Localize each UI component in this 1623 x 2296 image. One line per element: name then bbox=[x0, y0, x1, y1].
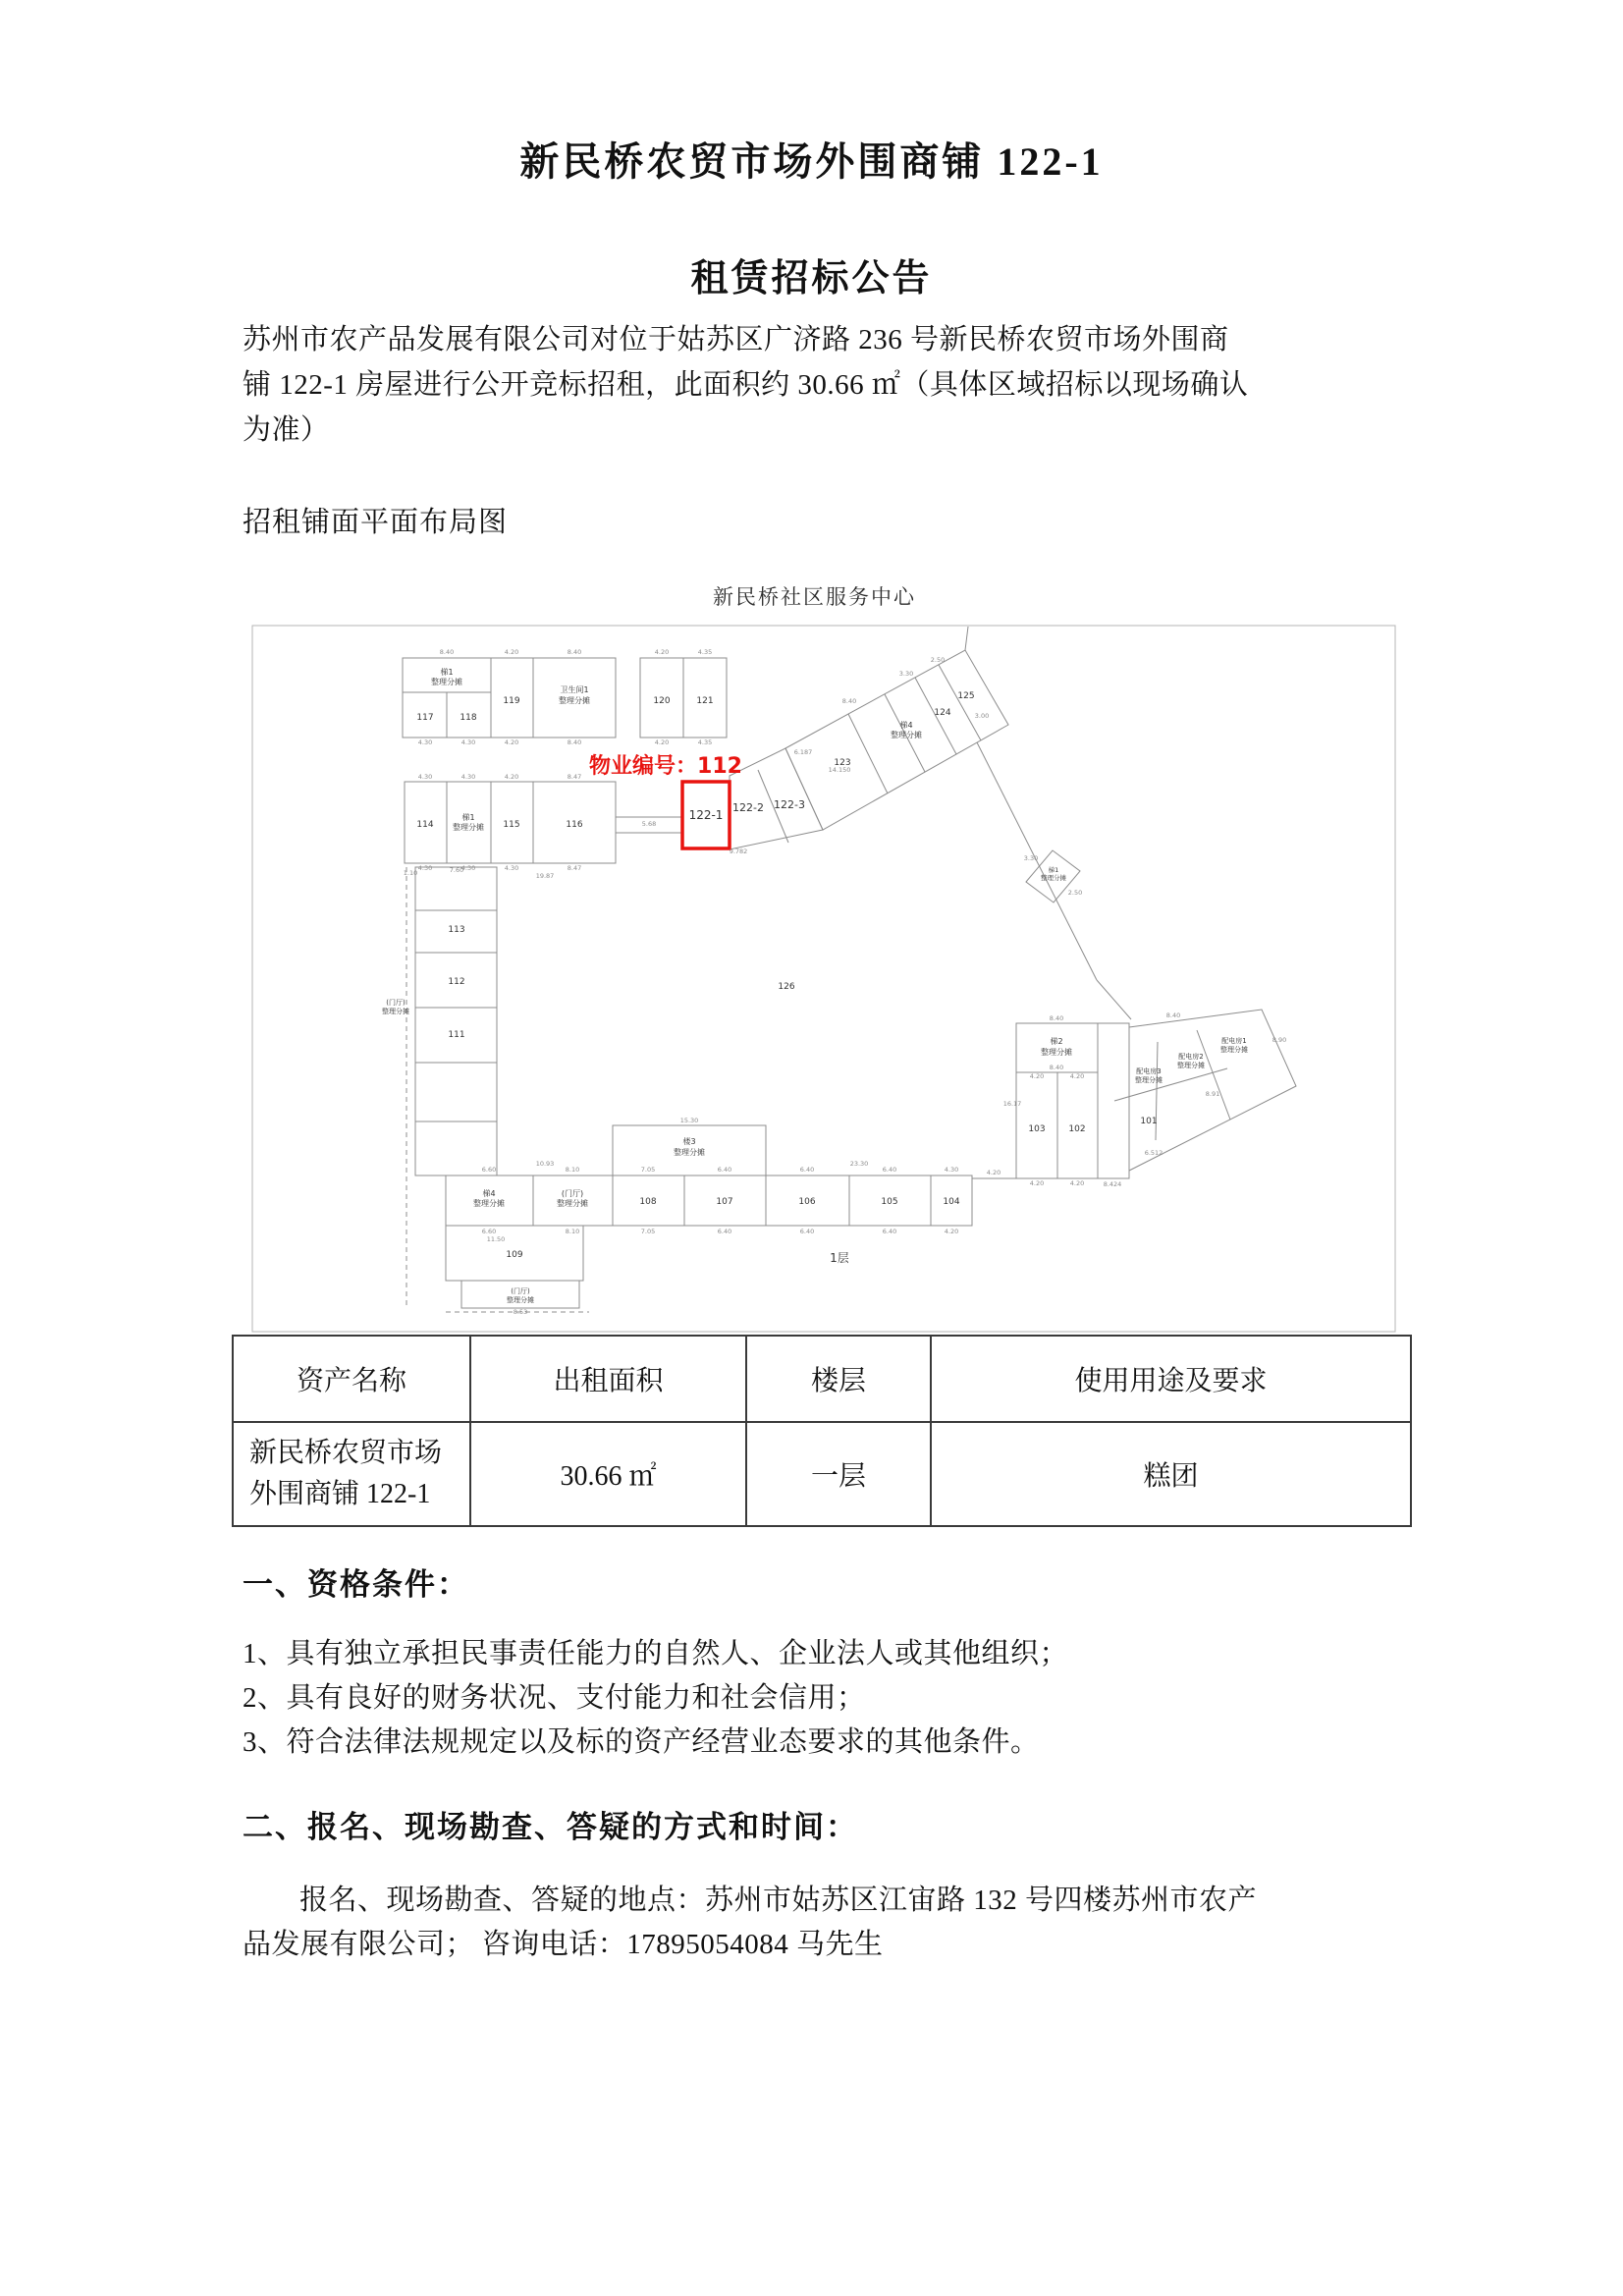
plan-dimension-label: 4.35 bbox=[697, 738, 713, 746]
section1-items bbox=[243, 1632, 1068, 1765]
plan-caption: 招租铺面平面布局图 bbox=[243, 507, 509, 538]
plan-dimension-label: 8.10 bbox=[565, 1228, 580, 1235]
plan-room-label: 整理分摊 bbox=[453, 823, 484, 832]
cell-floor: 一层 bbox=[746, 1422, 931, 1526]
plan-room-label: (门厅) bbox=[386, 999, 406, 1007]
plan-room-label: 122-2 bbox=[732, 801, 764, 814]
plan-room-label: 124 bbox=[934, 708, 951, 718]
plan-dimension-label: 5.68 bbox=[641, 820, 657, 828]
plan-dimension-label: 4.30 bbox=[460, 864, 476, 872]
header-asset-name: 资产名称 bbox=[233, 1336, 470, 1422]
plan-room-label: 119 bbox=[503, 696, 520, 706]
plan-room-label: 配电房2 bbox=[1178, 1053, 1204, 1061]
plan-room-label: 梯4 bbox=[482, 1189, 496, 1198]
floor-plan-image bbox=[250, 625, 1404, 1334]
plan-room-label: 109 bbox=[506, 1250, 523, 1260]
plan-dimension-label: 3.30 bbox=[1023, 854, 1039, 862]
plan-dimension-label: 6.187 bbox=[793, 748, 813, 756]
plan-dimension-label: 4.20 bbox=[504, 773, 519, 781]
plan-room-label: 120 bbox=[653, 696, 671, 706]
doc-subtitle: 租赁招标公告 bbox=[690, 258, 933, 300]
plan-dimension-label: 8.90 bbox=[1271, 1036, 1287, 1044]
cell-area: 30.66 ㎡ bbox=[470, 1422, 746, 1526]
plan-room-label: (门厅) bbox=[561, 1189, 584, 1198]
plan-room-label: 楼3 bbox=[682, 1137, 696, 1146]
plan-room-label: 整理分摊 bbox=[891, 731, 922, 739]
cell-asset-name bbox=[233, 1422, 470, 1526]
plan-room-label: 梯1 bbox=[1048, 866, 1059, 874]
plan-room-label: 118 bbox=[460, 713, 477, 723]
plan-dimension-label: 23.30 bbox=[849, 1160, 869, 1168]
plan-dimension-label: 4.20 bbox=[654, 648, 670, 656]
plan-room-label: 配电房3 bbox=[1136, 1067, 1162, 1075]
asset-name-line-2: 外围商铺 122-1 bbox=[249, 1479, 431, 1509]
plan-dimension-label: 8.40 bbox=[439, 648, 455, 656]
plan-block bbox=[785, 650, 1008, 830]
plan-line bbox=[848, 714, 888, 793]
section2-line-1: 报名、现场勘查、答疑的地点：苏州市姑苏区江宙路 132 号四楼苏州市农产 bbox=[299, 1885, 1258, 1916]
plan-dimension-label: 8.40 bbox=[1049, 1014, 1064, 1022]
plan-room-label: 配电房1 bbox=[1221, 1037, 1247, 1045]
plan-dimension-label: 4.30 bbox=[460, 738, 476, 746]
section1-heading: 一、资格条件： bbox=[243, 1567, 469, 1602]
plan-dimension-label: 4.20 bbox=[1029, 1072, 1045, 1080]
plan-dimension-label: 8.47 bbox=[567, 773, 582, 781]
cell-usage: 糕团 bbox=[931, 1422, 1411, 1526]
plan-room-label: 104 bbox=[943, 1197, 960, 1207]
plan-room-label: 102 bbox=[1068, 1124, 1086, 1134]
plan-dimension-label: 4.20 bbox=[1029, 1179, 1045, 1187]
plan-dimension-label: 4.20 bbox=[986, 1169, 1001, 1176]
plan-dimension-label: 8.47 bbox=[567, 864, 582, 872]
plan-room-label: 整理分摊 bbox=[1177, 1062, 1205, 1069]
plan-dimension-label: 8.40 bbox=[567, 648, 582, 656]
plan-dimension-label: 6.40 bbox=[799, 1166, 815, 1174]
plan-room-label: 整理分摊 bbox=[473, 1199, 505, 1208]
plan-room-label: 梯1 bbox=[440, 668, 454, 677]
plan-room-label: 整理分摊 bbox=[1135, 1076, 1163, 1084]
plan-room-label: 123 bbox=[834, 758, 851, 768]
plan-room-label: 梯2 bbox=[1050, 1037, 1063, 1046]
plan-building-label: 新民桥社区服务中心 bbox=[713, 585, 916, 609]
plan-dimension-label: 4.20 bbox=[504, 648, 519, 656]
plan-dimension-label: 8.40 bbox=[1165, 1011, 1181, 1019]
plan-dimension-label: 7.60 bbox=[449, 866, 464, 874]
plan-dimension-label: 4.30 bbox=[417, 864, 433, 872]
intro-line-3: 为准） bbox=[243, 414, 330, 446]
plan-dimension-label: 4.20 bbox=[944, 1228, 959, 1235]
qualification-item-1: 1、具有独立承担民事责任能力的自然人、企业法人或其他组织； bbox=[243, 1638, 1069, 1669]
plan-dimension-label: 7.05 bbox=[640, 1228, 656, 1235]
qualification-item-3: 3、符合法律法规规定以及标的资产经营业态要求的其他条件。 bbox=[243, 1726, 1040, 1758]
plan-room-label: 整理分摊 bbox=[382, 1008, 409, 1015]
plan-dimension-label: 15.30 bbox=[679, 1117, 699, 1124]
lease-table bbox=[232, 1335, 1412, 1527]
plan-room-label: 106 bbox=[798, 1197, 816, 1207]
header-area: 出租面积 bbox=[470, 1336, 746, 1422]
plan-dimension-label: 2.50 bbox=[930, 656, 946, 664]
plan-room-label: 101 bbox=[1140, 1117, 1158, 1126]
plan-dimension-label: 8.40 bbox=[567, 738, 582, 746]
plan-dimension-label: 4.30 bbox=[944, 1166, 959, 1174]
plan-dimension-label: 8.53 bbox=[513, 1308, 528, 1316]
plan-room-label: 105 bbox=[881, 1197, 898, 1207]
plan-dimension-label: 4.30 bbox=[460, 773, 476, 781]
plan-dimension-label: 6.40 bbox=[882, 1166, 897, 1174]
plan-room-label: 114 bbox=[416, 820, 434, 830]
plan-dimension-label: 10.93 bbox=[535, 1160, 555, 1168]
table-header-row bbox=[233, 1336, 1411, 1422]
table-data-row bbox=[233, 1422, 1411, 1526]
plan-dimension-label: 9.782 bbox=[729, 847, 748, 855]
plan-room-label: 梯1 bbox=[461, 813, 475, 822]
plan-room-label: 整理分摊 bbox=[557, 1199, 588, 1208]
plan-dimension-label: 6.40 bbox=[799, 1228, 815, 1235]
intro-line-1: 苏州市农产品发展有限公司对位于姑苏区广济路 236 号新民桥农贸市场外围商 bbox=[243, 324, 1229, 355]
plan-room-label: 112 bbox=[448, 977, 465, 987]
plan-block bbox=[415, 867, 497, 1175]
plan-line bbox=[939, 665, 981, 740]
section2-heading: 二、报名、现场勘查、答疑的方式和时间： bbox=[243, 1810, 858, 1844]
plan-dimension-label: 8.40 bbox=[1049, 1064, 1064, 1071]
plan-room-label: 整理分摊 bbox=[1220, 1046, 1248, 1054]
plan-room-label: 整理分摊 bbox=[674, 1148, 705, 1157]
plan-dimension-label: 6.40 bbox=[717, 1166, 732, 1174]
plan-room-label: 整理分摊 bbox=[431, 678, 462, 686]
header-floor: 楼层 bbox=[746, 1336, 931, 1422]
plan-room-label: 103 bbox=[1028, 1124, 1046, 1134]
plan-room-label: 108 bbox=[639, 1197, 657, 1207]
plan-dimension-label: 1.10 bbox=[403, 869, 418, 877]
intro-line-2: 铺 122-1 房屋进行公开竞标招租，此面积约 30.66 ㎡（具体区域招标以现场确认 bbox=[243, 369, 1249, 401]
section2-line-2: 品发展有限公司； 咨询电话：17895054084 马先生 bbox=[243, 1929, 884, 1960]
plan-dimension-label: 4.30 bbox=[504, 864, 519, 872]
plan-dimension-label: 4.35 bbox=[697, 648, 713, 656]
plan-room-label: 整理分摊 bbox=[559, 696, 590, 705]
plan-dimension-label: 16.17 bbox=[1002, 1100, 1022, 1108]
plan-room-label: 125 bbox=[957, 691, 975, 701]
plan-dimension-label: 4.20 bbox=[654, 738, 670, 746]
plan-room-label: 1层 bbox=[830, 1251, 849, 1265]
plan-block bbox=[1016, 1023, 1129, 1178]
floor-plan-svg bbox=[250, 625, 1404, 1334]
plan-dimension-label: 8.10 bbox=[565, 1166, 580, 1174]
plan-dimension-label: 8.424 bbox=[1103, 1180, 1122, 1188]
plan-dimension-label: 4.20 bbox=[1069, 1179, 1085, 1187]
plan-dimension-label: 6.40 bbox=[882, 1228, 897, 1235]
plan-dimension-label: 14.150 bbox=[828, 766, 851, 774]
plan-dimension-label: 7.05 bbox=[640, 1166, 656, 1174]
plan-dimension-label: 4.20 bbox=[1069, 1072, 1085, 1080]
plan-room-label: 整理分摊 bbox=[507, 1296, 534, 1304]
plan-line bbox=[1097, 980, 1131, 1019]
plan-room-label: 113 bbox=[448, 925, 465, 935]
plan-dimension-label: 4.30 bbox=[417, 773, 433, 781]
plan-room-label: 126 bbox=[778, 982, 795, 992]
plan-room-label: 111 bbox=[448, 1030, 465, 1040]
plan-dimension-label: 19.87 bbox=[535, 872, 555, 880]
plan-room-label: 整理分摊 bbox=[1041, 1048, 1072, 1057]
plan-dimension-label: 2.50 bbox=[1067, 889, 1083, 897]
plan-dimension-label: 3.30 bbox=[898, 670, 914, 678]
plan-room-label: 115 bbox=[503, 820, 520, 830]
plan-dimension-label: 6.40 bbox=[717, 1228, 732, 1235]
plan-room-label: 122-3 bbox=[774, 798, 805, 811]
plan-room-label: 卫生间1 bbox=[560, 685, 589, 694]
plan-dimension-label: 3.00 bbox=[974, 712, 990, 720]
plan-dimension-label: 8.91 bbox=[1205, 1090, 1220, 1098]
plan-room-label: 物业编号：112 bbox=[589, 754, 742, 779]
plan-dimension-label: 11.50 bbox=[486, 1235, 506, 1243]
plan-room-label: 整理分摊 bbox=[1041, 874, 1066, 882]
intro-paragraph bbox=[243, 317, 1386, 453]
qualification-item-2: 2、具有良好的财务状况、支付能力和社会信用； bbox=[243, 1682, 866, 1714]
plan-dimension-label: 6.512 bbox=[1144, 1149, 1163, 1157]
section2-paragraph bbox=[243, 1879, 1391, 1967]
plan-dimension-label: 6.60 bbox=[481, 1166, 497, 1174]
plan-dimension-label: 4.30 bbox=[417, 738, 433, 746]
plan-room-label: 117 bbox=[416, 713, 434, 723]
plan-room-label: 116 bbox=[566, 820, 583, 830]
plan-line bbox=[965, 627, 968, 650]
plan-dimension-label: 4.20 bbox=[504, 738, 519, 746]
plan-room-label: 梯4 bbox=[899, 721, 913, 730]
plan-room-label: 107 bbox=[716, 1197, 733, 1207]
plan-room-label: 121 bbox=[696, 696, 714, 706]
plan-dimension-label: 6.60 bbox=[481, 1228, 497, 1235]
plan-dimension-label: 8.40 bbox=[841, 697, 857, 705]
doc-title: 新民桥农贸市场外围商铺 122-1 bbox=[519, 139, 1104, 184]
header-usage: 使用用途及要求 bbox=[931, 1336, 1411, 1422]
asset-name-line-1: 新民桥农贸市场 bbox=[249, 1438, 443, 1468]
plan-room-label: (门厅) bbox=[511, 1287, 530, 1295]
plan-room-label: 122-1 bbox=[688, 808, 724, 822]
